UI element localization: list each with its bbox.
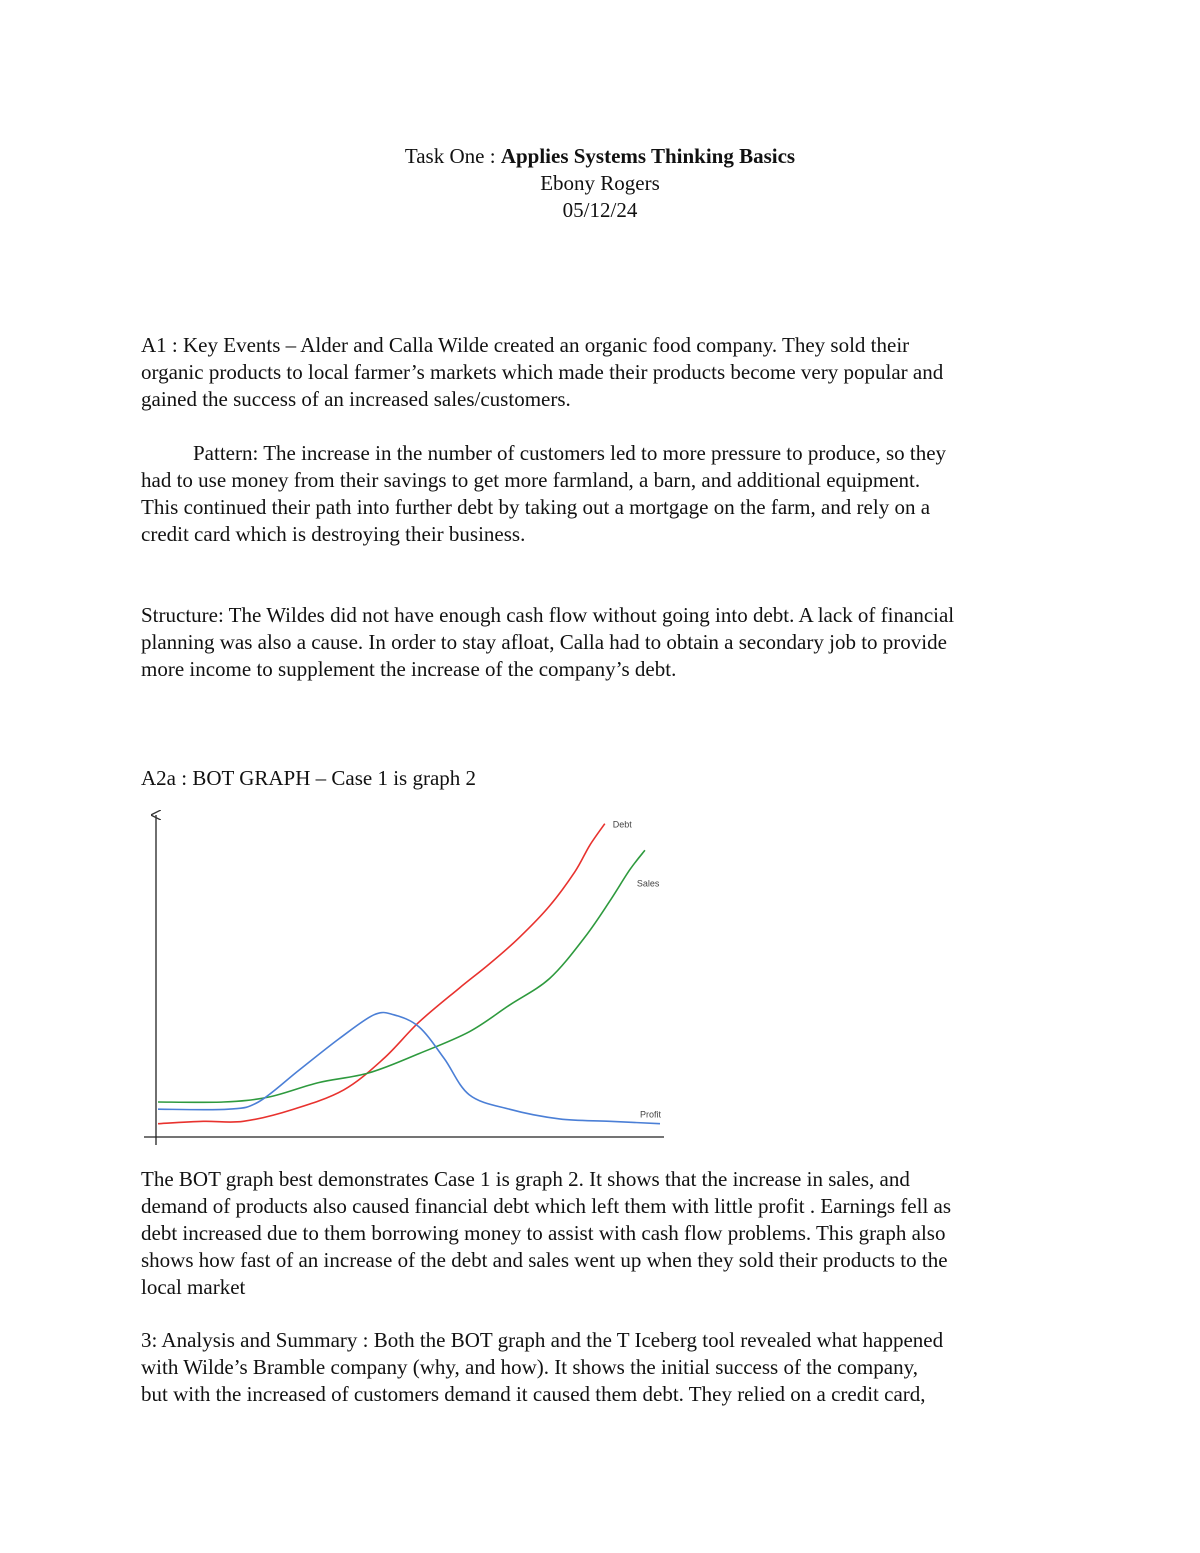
series-line-debt: [158, 824, 605, 1124]
paragraph-line: shows how fast of an increase of the debt and sales went up when they sold their products to the: [141, 1248, 948, 1272]
series-label-sales: Sales: [636, 878, 660, 889]
paragraph-line: organic products to local farmer’s markets which made their products become very popular and: [141, 360, 944, 384]
series-line-sales: [158, 850, 645, 1102]
structure-paragraph: [141, 602, 1081, 683]
paragraph-line: demand of products also caused financial debt which left them with little profit . Earnings fell as: [141, 1194, 952, 1218]
paragraph-line: more income to supplement the increase of the company’s debt.: [141, 657, 677, 681]
paragraph-line: Structure: The Wildes did not have enough cash flow without going into debt. A lack of financial: [141, 603, 955, 627]
document-date: 05/12/24: [562, 198, 638, 222]
paragraph-line: A1 : Key Events – Alder and Calla Wilde created an organic food company. They sold their: [141, 333, 910, 357]
paragraph-line: with Wilde’s Bramble company (why, and how). It shows the initial success of the company,: [141, 1355, 918, 1379]
document-title: [0, 143, 1200, 170]
paragraph-line: credit card which is destroying their business.: [141, 522, 526, 546]
series-line-profit: [158, 1012, 660, 1123]
author-name: Ebony Rogers: [540, 171, 660, 195]
paragraph-line: Pattern: The increase in the number of customers led to more pressure to produce, so they: [193, 441, 947, 465]
paragraph-line: The BOT graph best demonstrates Case 1 is graph 2. It shows that the increase in sales, and: [141, 1167, 910, 1191]
pattern-paragraph: [141, 440, 1081, 548]
paragraph-line: planning was also a cause. In order to stay afloat, Calla had to obtain a secondary job to provide: [141, 630, 947, 654]
paragraph-line: had to use money from their savings to get more farmland, a barn, and additional equipment.: [141, 468, 921, 492]
analysis-paragraph: [141, 1327, 1081, 1408]
title-prefix: Task One :: [404, 144, 501, 168]
paragraph-line: local market: [141, 1275, 246, 1299]
series-label-profit: Profit: [640, 1109, 662, 1120]
series-label-debt: Debt: [612, 819, 632, 830]
bot-graph: [140, 805, 670, 1150]
paragraph-line: gained the success of an increased sales/customers.: [141, 387, 571, 411]
graph-heading: A2a : BOT GRAPH – Case 1 is graph 2: [141, 766, 477, 790]
paragraph-line: debt increased due to them borrowing money to assist with cash flow problems. This graph also: [141, 1221, 946, 1245]
title-bold: Applies Systems Thinking Basics: [500, 144, 796, 168]
paragraph-line: This continued their path into further debt by taking out a mortgage on the farm, and rely on a: [141, 495, 931, 519]
paragraph-line: 3: Analysis and Summary : Both the BOT graph and the T Iceberg tool revealed what happened: [141, 1328, 944, 1352]
key-events-paragraph: [141, 332, 1081, 413]
graph-explanation-paragraph: [141, 1166, 1081, 1301]
paragraph-line: but with the increased of customers demand it caused them debt. They relied on a credit card,: [141, 1382, 926, 1406]
